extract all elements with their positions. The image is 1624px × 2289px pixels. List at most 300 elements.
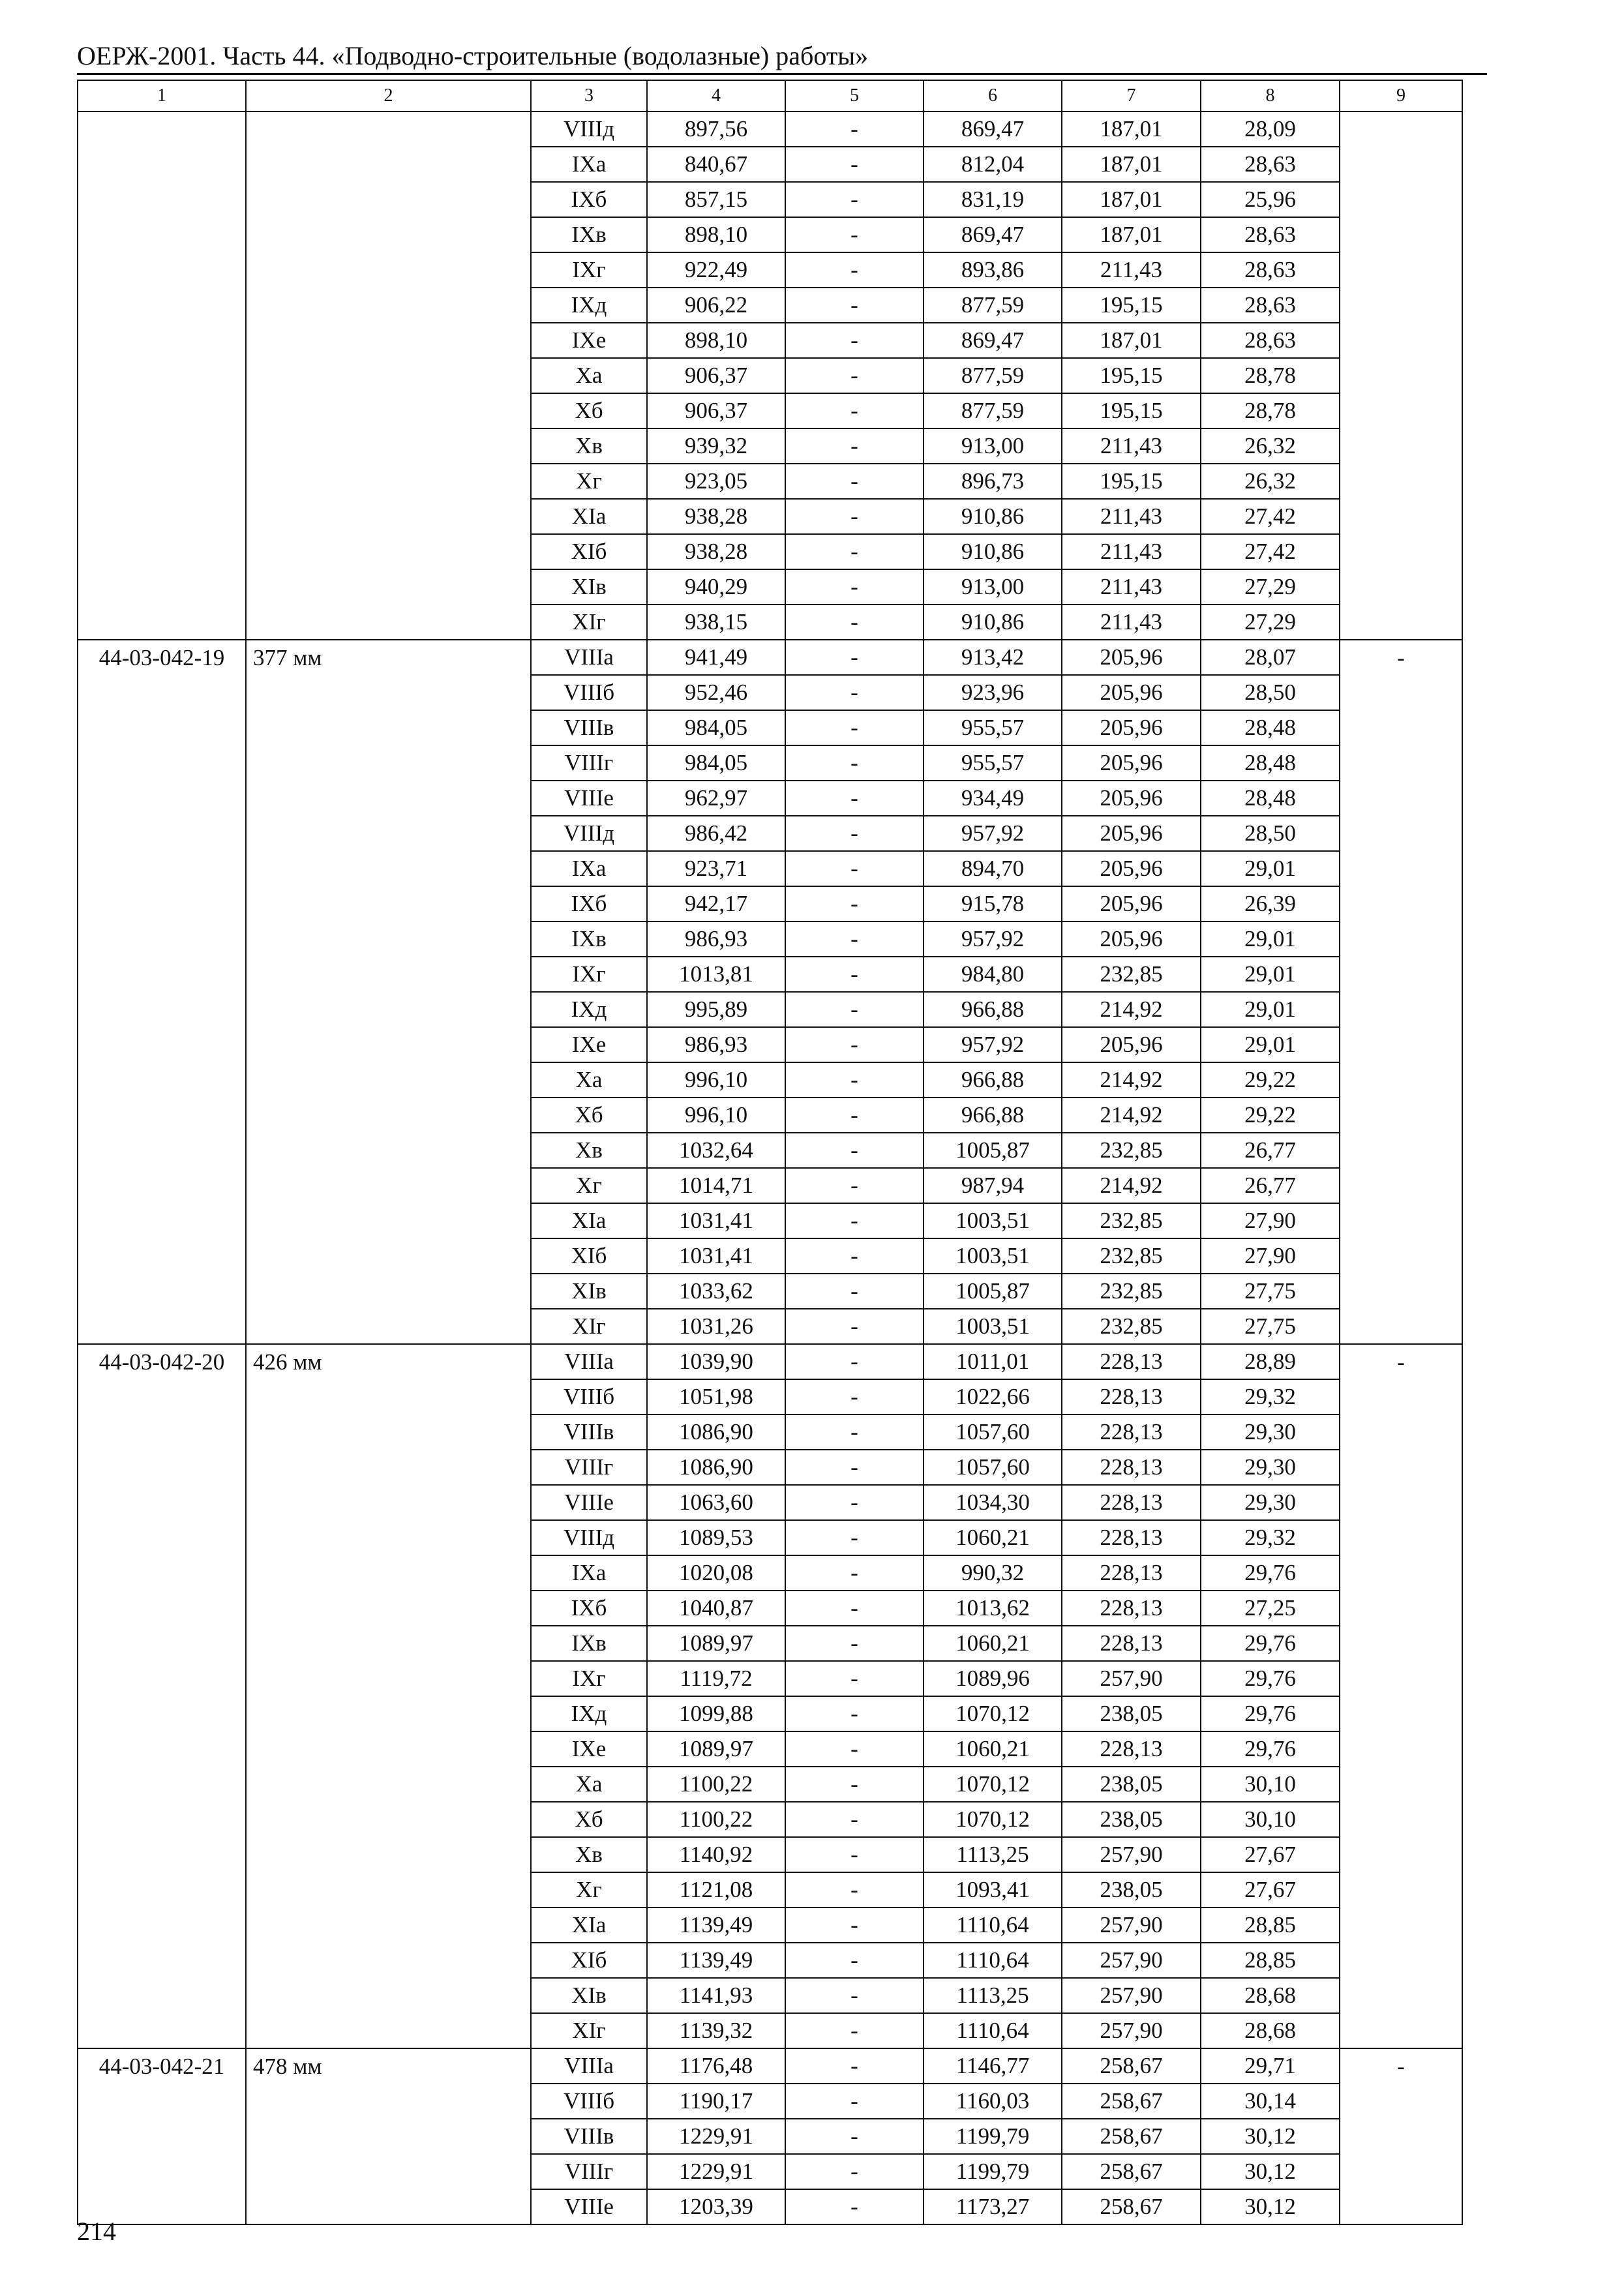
category-cell: VIIIе <box>531 781 647 816</box>
table-row <box>78 1238 1462 1274</box>
machines-cell: 1003,51 <box>924 1309 1062 1344</box>
code-cell <box>78 1872 246 1908</box>
wages-cell: - <box>785 851 924 886</box>
table-row <box>78 1062 1462 1098</box>
table-row <box>78 605 1462 640</box>
name-cell <box>246 1591 531 1626</box>
operators-wages-cell: 211,43 <box>1062 428 1201 464</box>
category-cell: XIв <box>531 1978 647 2013</box>
category-cell: XIг <box>531 605 647 640</box>
operators-wages-cell: 228,13 <box>1062 1414 1201 1450</box>
materials-cell: 27,90 <box>1201 1238 1340 1274</box>
name-cell <box>246 1767 531 1802</box>
operators-wages-cell: 205,96 <box>1062 745 1201 781</box>
code-cell <box>78 1520 246 1555</box>
note-cell <box>1340 1908 1462 1943</box>
name-cell <box>246 1238 531 1274</box>
operators-wages-cell: 257,90 <box>1062 1978 1201 2013</box>
category-cell: VIIIа <box>531 640 647 675</box>
note-cell <box>1340 1767 1462 1802</box>
wages-cell: - <box>785 1661 924 1696</box>
materials-cell: 27,25 <box>1201 1591 1340 1626</box>
note-cell <box>1340 1591 1462 1626</box>
wages-cell: - <box>785 2013 924 2048</box>
note-cell <box>1340 605 1462 640</box>
table-row <box>78 781 1462 816</box>
table-row <box>78 1379 1462 1414</box>
category-cell: VIIIг <box>531 2154 647 2189</box>
total-cost-cell: 1229,91 <box>647 2154 785 2189</box>
materials-cell: 28,68 <box>1201 1978 1340 2013</box>
name-cell <box>246 1098 531 1133</box>
category-cell: XIб <box>531 1943 647 1978</box>
total-cost-cell: 1089,97 <box>647 1731 785 1767</box>
operators-wages-cell: 257,90 <box>1062 2013 1201 2048</box>
name-cell <box>246 2119 531 2154</box>
wages-cell: - <box>785 1591 924 1626</box>
category-cell: VIIIд <box>531 1520 647 1555</box>
total-cost-cell: 941,49 <box>647 640 785 675</box>
name-cell <box>246 464 531 499</box>
table-row <box>78 1872 1462 1908</box>
machines-cell: 869,47 <box>924 217 1062 252</box>
operators-wages-cell: 214,92 <box>1062 1098 1201 1133</box>
machines-cell: 913,42 <box>924 640 1062 675</box>
table-row <box>78 1309 1462 1344</box>
category-cell: XIв <box>531 569 647 605</box>
total-cost-cell: 986,93 <box>647 1027 785 1062</box>
category-cell: IXг <box>531 1661 647 1696</box>
code-cell <box>78 2084 246 2119</box>
operators-wages-cell: 232,85 <box>1062 1133 1201 1168</box>
machines-cell: 812,04 <box>924 147 1062 182</box>
total-cost-cell: 996,10 <box>647 1098 785 1133</box>
table-row <box>78 1802 1462 1837</box>
code-cell <box>78 1731 246 1767</box>
wages-cell: - <box>785 182 924 217</box>
operators-wages-cell: 258,67 <box>1062 2119 1201 2154</box>
operators-wages-cell: 238,05 <box>1062 1872 1201 1908</box>
code-cell <box>78 288 246 323</box>
operators-wages-cell: 211,43 <box>1062 534 1201 569</box>
machines-cell: 1003,51 <box>924 1203 1062 1238</box>
name-cell: 426 мм <box>246 1344 531 1379</box>
total-cost-cell: 1031,41 <box>647 1238 785 1274</box>
machines-cell: 966,88 <box>924 1062 1062 1098</box>
name-cell <box>246 1062 531 1098</box>
note-cell <box>1340 1978 1462 2013</box>
machines-cell: 1146,77 <box>924 2048 1062 2084</box>
wages-cell: - <box>785 710 924 745</box>
code-cell <box>78 1414 246 1450</box>
column-number: 7 <box>1062 80 1201 112</box>
wages-cell: - <box>785 1731 924 1767</box>
materials-cell: 26,77 <box>1201 1168 1340 1203</box>
category-cell: IXв <box>531 1626 647 1661</box>
operators-wages-cell: 232,85 <box>1062 1309 1201 1344</box>
table-row <box>78 2189 1462 2224</box>
name-cell <box>246 182 531 217</box>
total-cost-cell: 1051,98 <box>647 1379 785 1414</box>
name-cell <box>246 921 531 957</box>
table-row <box>78 1626 1462 1661</box>
operators-wages-cell: 205,96 <box>1062 851 1201 886</box>
total-cost-cell: 1089,53 <box>647 1520 785 1555</box>
materials-cell: 29,76 <box>1201 1555 1340 1591</box>
code-cell <box>78 1661 246 1696</box>
code-cell <box>78 781 246 816</box>
name-cell <box>246 1626 531 1661</box>
code-cell <box>78 2119 246 2154</box>
operators-wages-cell: 211,43 <box>1062 252 1201 288</box>
code-cell <box>78 1203 246 1238</box>
total-cost-cell: 1100,22 <box>647 1767 785 1802</box>
wages-cell: - <box>785 1872 924 1908</box>
table-row <box>78 710 1462 745</box>
total-cost-cell: 938,28 <box>647 499 785 534</box>
wages-cell: - <box>785 1485 924 1520</box>
operators-wages-cell: 195,15 <box>1062 288 1201 323</box>
category-cell: IXе <box>531 1731 647 1767</box>
machines-cell: 831,19 <box>924 182 1062 217</box>
name-cell <box>246 112 531 147</box>
machines-cell: 869,47 <box>924 323 1062 358</box>
category-cell: IXд <box>531 288 647 323</box>
materials-cell: 27,42 <box>1201 534 1340 569</box>
name-cell <box>246 1133 531 1168</box>
materials-cell: 29,01 <box>1201 957 1340 992</box>
wages-cell: - <box>785 288 924 323</box>
materials-cell: 29,76 <box>1201 1661 1340 1696</box>
materials-cell: 29,01 <box>1201 992 1340 1027</box>
machines-cell: 1013,62 <box>924 1591 1062 1626</box>
name-cell <box>246 781 531 816</box>
table-row <box>78 886 1462 921</box>
name-cell <box>246 1837 531 1872</box>
materials-cell: 28,50 <box>1201 675 1340 710</box>
note-cell <box>1340 1731 1462 1767</box>
materials-cell: 29,22 <box>1201 1098 1340 1133</box>
name-cell <box>246 1027 531 1062</box>
total-cost-cell: 906,22 <box>647 288 785 323</box>
operators-wages-cell: 258,67 <box>1062 2154 1201 2189</box>
wages-cell: - <box>785 1978 924 2013</box>
name-cell <box>246 2013 531 2048</box>
materials-cell: 28,78 <box>1201 393 1340 428</box>
table-row <box>78 323 1462 358</box>
machines-cell: 913,00 <box>924 428 1062 464</box>
table-row <box>78 1837 1462 1872</box>
total-cost-cell: 840,67 <box>647 147 785 182</box>
materials-cell: 29,01 <box>1201 851 1340 886</box>
materials-cell: 28,48 <box>1201 745 1340 781</box>
materials-cell: 29,01 <box>1201 1027 1340 1062</box>
table-row <box>78 1414 1462 1450</box>
table-row <box>78 1098 1462 1133</box>
operators-wages-cell: 257,90 <box>1062 1661 1201 1696</box>
code-cell <box>78 1837 246 1872</box>
note-cell <box>1340 816 1462 851</box>
machines-cell: 1160,03 <box>924 2084 1062 2119</box>
note-cell <box>1340 2154 1462 2189</box>
machines-cell: 957,92 <box>924 816 1062 851</box>
note-cell <box>1340 1062 1462 1098</box>
name-cell <box>246 217 531 252</box>
category-cell: VIIIд <box>531 112 647 147</box>
table-row <box>78 1696 1462 1731</box>
total-cost-cell: 962,97 <box>647 781 785 816</box>
table-row <box>78 2119 1462 2154</box>
operators-wages-cell: 211,43 <box>1062 569 1201 605</box>
category-cell: IXб <box>531 1591 647 1626</box>
total-cost-cell: 923,05 <box>647 464 785 499</box>
wages-cell: - <box>785 1837 924 1872</box>
wages-cell: - <box>785 1379 924 1414</box>
name-cell <box>246 1802 531 1837</box>
total-cost-cell: 1203,39 <box>647 2189 785 2224</box>
table-row <box>78 2084 1462 2119</box>
total-cost-cell: 986,93 <box>647 921 785 957</box>
operators-wages-cell: 205,96 <box>1062 886 1201 921</box>
materials-cell: 30,12 <box>1201 2119 1340 2154</box>
table-row <box>78 1485 1462 1520</box>
name-cell <box>246 499 531 534</box>
wages-cell: - <box>785 252 924 288</box>
operators-wages-cell: 228,13 <box>1062 1555 1201 1591</box>
code-cell <box>78 1168 246 1203</box>
total-cost-cell: 1229,91 <box>647 2119 785 2154</box>
wages-cell: - <box>785 499 924 534</box>
wages-cell: - <box>785 323 924 358</box>
total-cost-cell: 952,46 <box>647 675 785 710</box>
table-row <box>78 288 1462 323</box>
name-cell <box>246 1908 531 1943</box>
table-row <box>78 1591 1462 1626</box>
table-row <box>78 1203 1462 1238</box>
wages-cell: - <box>785 1098 924 1133</box>
wages-cell: - <box>785 781 924 816</box>
machines-cell: 955,57 <box>924 745 1062 781</box>
table-row <box>78 816 1462 851</box>
operators-wages-cell: 232,85 <box>1062 957 1201 992</box>
note-cell <box>1340 1274 1462 1309</box>
total-cost-cell: 1086,90 <box>647 1414 785 1450</box>
total-cost-cell: 1139,49 <box>647 1908 785 1943</box>
code-cell <box>78 816 246 851</box>
operators-wages-cell: 238,05 <box>1062 1802 1201 1837</box>
code-cell <box>78 1062 246 1098</box>
total-cost-cell: 984,05 <box>647 745 785 781</box>
note-cell <box>1340 323 1462 358</box>
total-cost-cell: 1141,93 <box>647 1978 785 2013</box>
table-row <box>78 1027 1462 1062</box>
table-row <box>78 2154 1462 2189</box>
materials-cell: 29,76 <box>1201 1696 1340 1731</box>
machines-cell: 1034,30 <box>924 1485 1062 1520</box>
table-row <box>78 1661 1462 1696</box>
wages-cell: - <box>785 2119 924 2154</box>
code-cell <box>78 252 246 288</box>
category-cell: VIIIд <box>531 816 647 851</box>
code-cell <box>78 182 246 217</box>
wages-cell: - <box>785 2084 924 2119</box>
category-cell: IXб <box>531 886 647 921</box>
code-cell <box>78 112 246 147</box>
materials-cell: 29,32 <box>1201 1379 1340 1414</box>
code-cell <box>78 710 246 745</box>
wages-cell: - <box>785 147 924 182</box>
name-cell <box>246 2084 531 2119</box>
rates-table <box>77 80 1463 2225</box>
note-cell <box>1340 1485 1462 1520</box>
note-cell <box>1340 112 1462 147</box>
note-cell <box>1340 2084 1462 2119</box>
name-cell <box>246 1309 531 1344</box>
materials-cell: 27,29 <box>1201 569 1340 605</box>
code-cell <box>78 1591 246 1626</box>
wages-cell: - <box>785 992 924 1027</box>
name-cell <box>246 569 531 605</box>
machines-cell: 877,59 <box>924 358 1062 393</box>
note-cell <box>1340 1203 1462 1238</box>
name-cell <box>246 1485 531 1520</box>
name-cell <box>246 1274 531 1309</box>
materials-cell: 27,90 <box>1201 1203 1340 1238</box>
table-row <box>78 499 1462 534</box>
note-cell <box>1340 288 1462 323</box>
materials-cell: 30,10 <box>1201 1802 1340 1837</box>
operators-wages-cell: 232,85 <box>1062 1274 1201 1309</box>
note-cell: - <box>1340 1344 1462 1379</box>
note-cell <box>1340 1661 1462 1696</box>
wages-cell: - <box>785 886 924 921</box>
total-cost-cell: 1089,97 <box>647 1626 785 1661</box>
materials-cell: 30,12 <box>1201 2154 1340 2189</box>
code-cell <box>78 499 246 534</box>
machines-cell: 966,88 <box>924 992 1062 1027</box>
machines-cell: 910,86 <box>924 534 1062 569</box>
wages-cell: - <box>785 428 924 464</box>
category-cell: XIа <box>531 1908 647 1943</box>
materials-cell: 29,76 <box>1201 1626 1340 1661</box>
wages-cell: - <box>785 1943 924 1978</box>
name-cell <box>246 710 531 745</box>
wages-cell: - <box>785 1802 924 1837</box>
total-cost-cell: 923,71 <box>647 851 785 886</box>
code-cell <box>78 1978 246 2013</box>
table-row <box>78 675 1462 710</box>
wages-cell: - <box>785 745 924 781</box>
name-cell <box>246 323 531 358</box>
name-cell <box>246 147 531 182</box>
category-cell: VIIIа <box>531 2048 647 2084</box>
total-cost-cell: 1140,92 <box>647 1837 785 1872</box>
wages-cell: - <box>785 675 924 710</box>
name-cell: 377 мм <box>246 640 531 675</box>
operators-wages-cell: 205,96 <box>1062 675 1201 710</box>
code-cell <box>78 1626 246 1661</box>
operators-wages-cell: 228,13 <box>1062 1591 1201 1626</box>
machines-cell: 957,92 <box>924 921 1062 957</box>
code-cell <box>78 1133 246 1168</box>
wages-cell: - <box>785 1908 924 1943</box>
wages-cell: - <box>785 358 924 393</box>
total-cost-cell: 1086,90 <box>647 1450 785 1485</box>
machines-cell: 1110,64 <box>924 1943 1062 1978</box>
code-cell <box>78 1485 246 1520</box>
name-cell <box>246 1978 531 2013</box>
code-cell <box>78 605 246 640</box>
table-row <box>78 112 1462 147</box>
category-cell: IXд <box>531 992 647 1027</box>
wages-cell: - <box>785 1133 924 1168</box>
name-cell <box>246 1731 531 1767</box>
total-cost-cell: 1139,32 <box>647 2013 785 2048</box>
total-cost-cell: 857,15 <box>647 182 785 217</box>
name-cell <box>246 1696 531 1731</box>
operators-wages-cell: 195,15 <box>1062 358 1201 393</box>
wages-cell: - <box>785 1062 924 1098</box>
operators-wages-cell: 195,15 <box>1062 464 1201 499</box>
materials-cell: 29,30 <box>1201 1450 1340 1485</box>
wages-cell: - <box>785 2048 924 2084</box>
category-cell: IXв <box>531 217 647 252</box>
category-cell: Xа <box>531 1062 647 1098</box>
code-cell <box>78 1274 246 1309</box>
machines-cell: 1011,01 <box>924 1344 1062 1379</box>
total-cost-cell: 1121,08 <box>647 1872 785 1908</box>
table-row <box>78 1133 1462 1168</box>
name-cell <box>246 1872 531 1908</box>
materials-cell: 28,89 <box>1201 1344 1340 1379</box>
materials-cell: 28,85 <box>1201 1908 1340 1943</box>
wages-cell: - <box>785 112 924 147</box>
total-cost-cell: 1100,22 <box>647 1802 785 1837</box>
machines-cell: 1070,12 <box>924 1802 1062 1837</box>
materials-cell: 28,63 <box>1201 288 1340 323</box>
table-row <box>78 1943 1462 1978</box>
machines-cell: 896,73 <box>924 464 1062 499</box>
header-rule <box>77 73 1487 75</box>
code-cell <box>78 957 246 992</box>
table-row <box>78 464 1462 499</box>
category-cell: XIв <box>531 1274 647 1309</box>
table-row <box>78 1520 1462 1555</box>
document-header: ОЕРЖ-2001. Часть 44. «Подводно-строительные (водолазные) работы» <box>77 41 869 70</box>
materials-cell: 27,67 <box>1201 1837 1340 1872</box>
wages-cell: - <box>785 569 924 605</box>
note-cell <box>1340 2189 1462 2224</box>
operators-wages-cell: 228,13 <box>1062 1379 1201 1414</box>
total-cost-cell: 1039,90 <box>647 1344 785 1379</box>
wages-cell: - <box>785 640 924 675</box>
operators-wages-cell: 187,01 <box>1062 217 1201 252</box>
category-cell: IXб <box>531 182 647 217</box>
wages-cell: - <box>785 2189 924 2224</box>
name-cell <box>246 605 531 640</box>
code-cell <box>78 1767 246 1802</box>
name-cell <box>246 534 531 569</box>
table-row <box>78 851 1462 886</box>
machines-cell: 990,32 <box>924 1555 1062 1591</box>
wages-cell: - <box>785 217 924 252</box>
total-cost-cell: 938,28 <box>647 534 785 569</box>
code-cell <box>78 358 246 393</box>
materials-cell: 28,63 <box>1201 147 1340 182</box>
column-number: 3 <box>531 80 647 112</box>
column-number: 9 <box>1340 80 1462 112</box>
note-cell <box>1340 569 1462 605</box>
